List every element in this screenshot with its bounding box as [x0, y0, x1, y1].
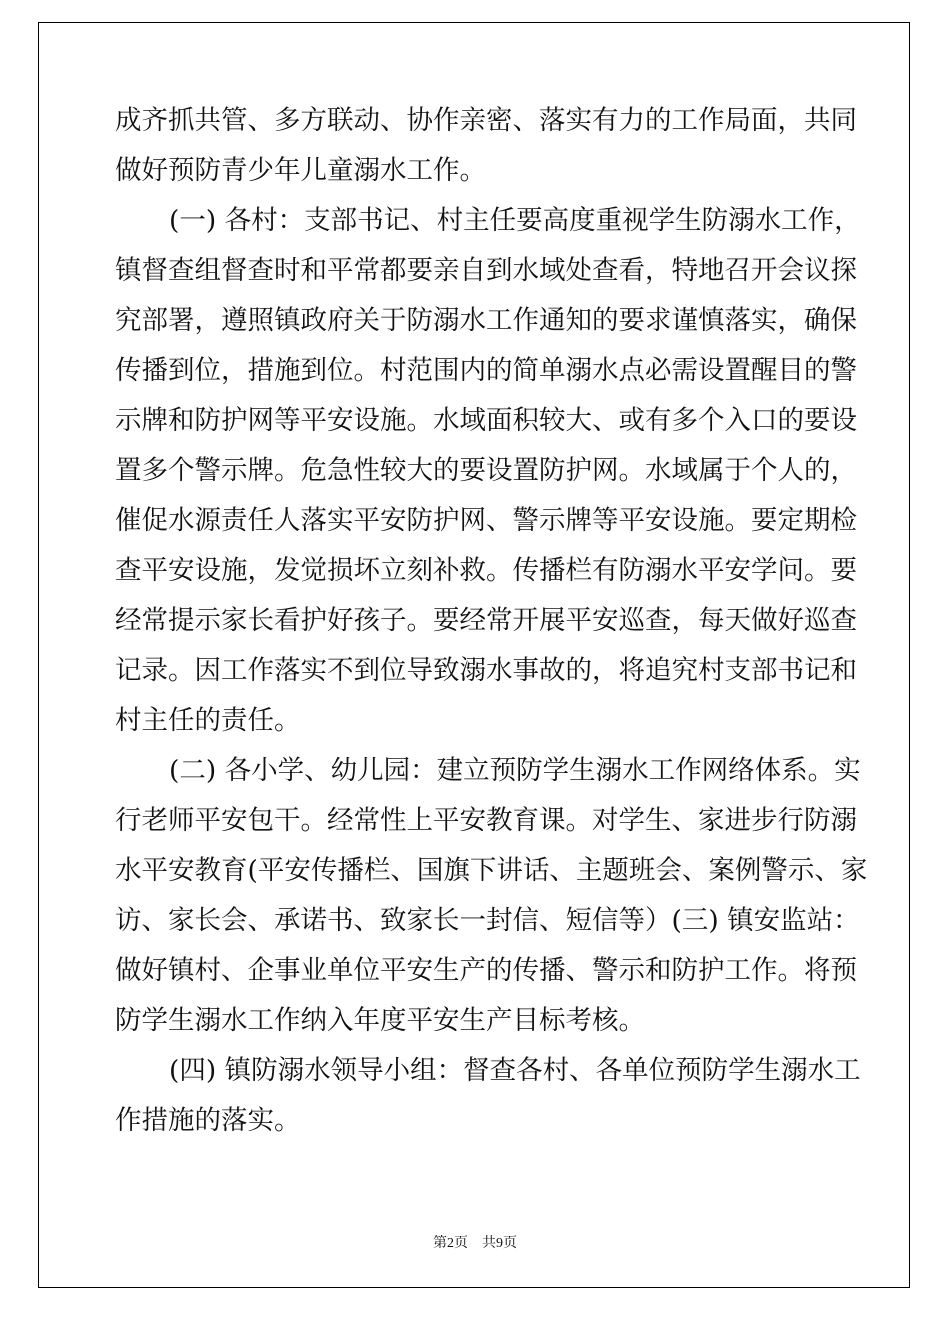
paragraph-4-start: (四) 镇防溺水领导小组：督查各村、各单位预防学生溺水工	[169, 1055, 861, 1086]
text-line: 催促水源责任人落实平安防护网、警示牌等平安设施。要定期检	[115, 505, 857, 536]
text-line: 置多个警示牌。危急性较大的要设置防护网。水域属于个人的，	[115, 455, 857, 486]
text-line: 做好预防青少年儿童溺水工作。	[115, 155, 486, 186]
page-footer	[0, 1232, 950, 1252]
text-line: 示牌和防护网等平安设施。水域面积较大、或有多个入口的要设	[115, 405, 857, 436]
paragraph-1-start: (一) 各村：支部书记、村主任要高度重视学生防溺水工作，	[169, 205, 861, 236]
text-line: 查平安设施，发觉损坏立刻补救。传播栏有防溺水平安学问。要	[115, 555, 857, 586]
text-line: 究部署，遵照镇政府关于防溺水工作通知的要求谨慎落实，确保	[115, 305, 857, 336]
text-line: 镇督查组督查时和平常都要亲自到水域处查看，特地召开会议探	[115, 255, 857, 286]
text-line: 作措施的落实。	[115, 1105, 301, 1136]
text-line: 访、家长会、承诺书、致家长一封信、短信等）(三) 镇安监站：	[115, 905, 860, 936]
page-number-total: 共9页	[482, 1236, 517, 1251]
paragraph-2-start: (二) 各小学、幼儿园：建立预防学生溺水工作网络体系。实	[169, 755, 861, 786]
text-line: 村主任的责任。	[115, 705, 301, 736]
text-line: 经常提示家长看护好孩子。要经常开展平安巡查，每天做好巡查	[115, 605, 857, 636]
text-line: 成齐抓共管、多方联动、协作亲密、落实有力的工作局面，共同	[115, 105, 857, 136]
text-line: 防学生溺水工作纳入年度平安生产目标考核。	[115, 1005, 645, 1036]
text-line: 记录。因工作落实不到位导致溺水事故的，将追究村支部书记和	[115, 655, 857, 686]
page-number-current: 第2页	[433, 1236, 468, 1251]
document-body	[115, 96, 868, 1146]
text-line: 行老师平安包干。经常性上平安教育课。对学生、家进步行防溺	[115, 805, 857, 836]
text-line: 传播到位，措施到位。村范围内的简单溺水点必需设置醒目的警	[115, 355, 857, 386]
text-line: 做好镇村、企事业单位平安生产的传播、警示和防护工作。将预	[115, 955, 857, 986]
text-line: 水平安教育(平安传播栏、国旗下讲话、主题班会、案例警示、家	[115, 855, 868, 886]
